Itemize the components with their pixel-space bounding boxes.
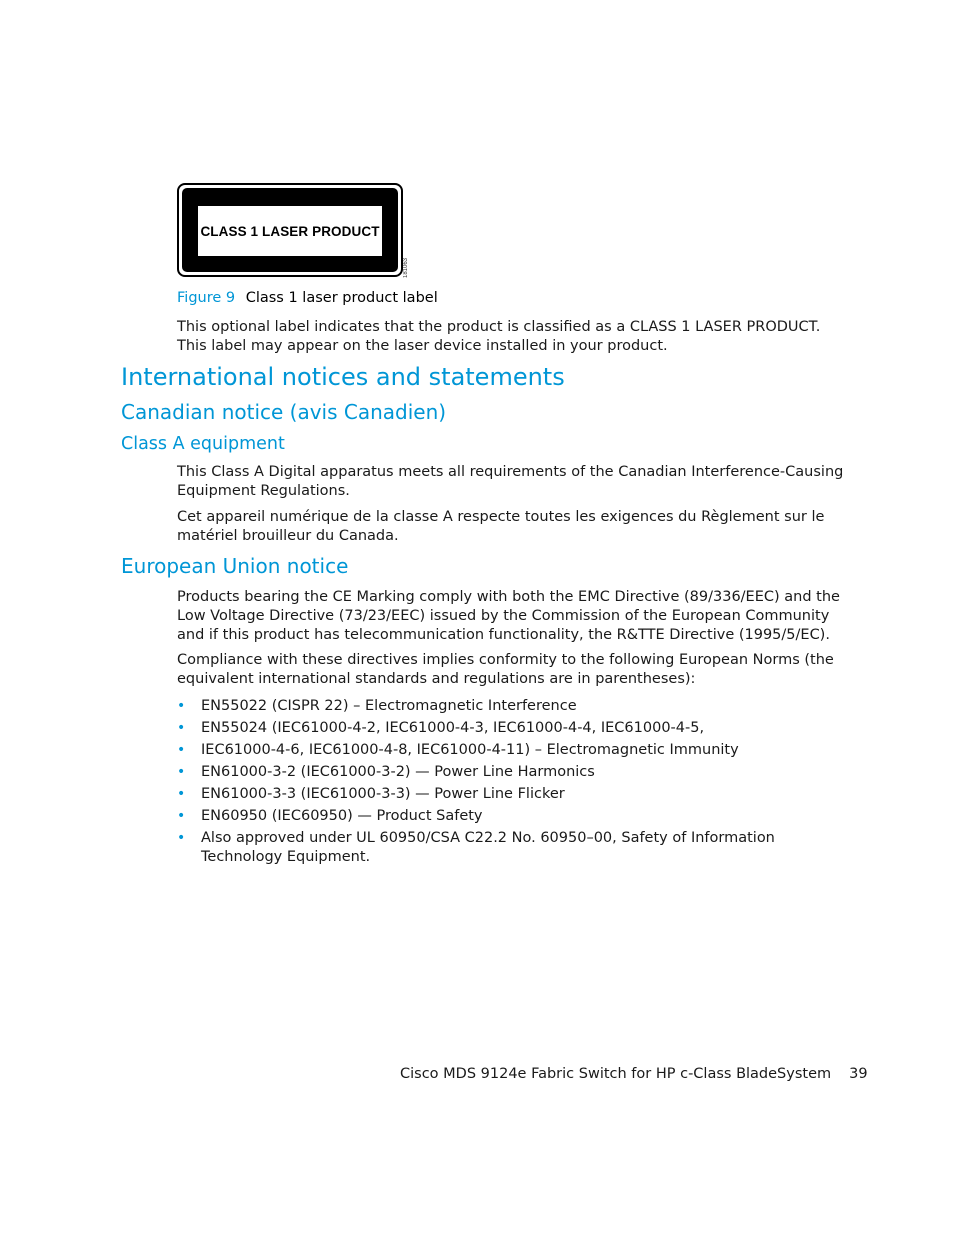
bullet-icon: • [177,698,186,714]
bullet-icon: • [177,742,186,758]
list-item: • Also approved under UL 60950/CSA C22.2 No. 60950–00, Safety of Information Technology Equipment. [177,830,775,865]
class-a-french-paragraph: Cet appareil numérique de la classe A respecte toutes les exigences du Règlement sur le matériel brouilleur du Canada. [177,509,825,544]
list-item: • EN61000-3-3 (IEC61000-3-3) — Power Line Flicker [177,786,565,802]
class-a-english-paragraph: This Class A Digital apparatus meets all requirements of the Canadian Interference-Causing Equipment Regulations. [177,464,844,499]
list-item: • EN55022 (CISPR 22) – Electromagnetic Interference [177,698,577,714]
bullet-icon: • [177,808,186,824]
list-item: • EN55024 (IEC61000-4-2, IEC61000-4-3, IEC61000-4-4, IEC61000-4-5, [177,720,705,736]
figure-title: Class 1 laser product label [245,290,438,306]
bullet-icon: • [177,786,186,802]
list-item: • IEC61000-4-6, IEC61000-4-8, IEC61000-4-11) – Electromagnetic Immunity [177,742,739,758]
eu-paragraph-1: Products bearing the CE Marking comply with both the EMC Directive (89/336/EEC) and the Low Voltage Directive (73/23/EEC) issued by the Commission of the European Community and if this product has telecommunication functionality, the R&TTE Directive (1995/5/EC). [177,589,840,643]
laser-product-label-image [177,183,403,277]
class-a-heading: Class A equipment [121,434,285,454]
list-item: • EN60950 (IEC60950) — Product Safety [177,808,483,824]
figure-id-number: 181063 [403,257,409,278]
page-footer [400,1066,868,1082]
eu-heading: European Union notice [121,554,349,578]
page-number: 39 [849,1066,868,1082]
list-item: • EN61000-3-2 (IEC61000-3-2) — Power Line Harmonics [177,764,595,780]
label-border [182,188,398,272]
european-norms-list [177,697,845,870]
footer-document-title: Cisco MDS 9124e Fabric Switch for HP c-Class BladeSystem [400,1066,832,1082]
intro-paragraph: This optional label indicates that the product is classified as a CLASS 1 LASER PRODUCT. This label may appear on the laser device installed in your product. [177,319,821,354]
eu-paragraph-2: Compliance with these directives implies conformity to the following European Norms (the equivalent international standards and regulations are in parentheses): [177,652,834,687]
canadian-heading: Canadian notice (avis Canadien) [121,400,447,424]
label-text: CLASS 1 LASER PRODUCT [198,206,382,256]
figure-caption [177,290,438,306]
bullet-icon: • [177,720,186,736]
figure-number: Figure 9 [177,290,236,306]
international-heading: International notices and statements [121,363,565,391]
bullet-icon: • [177,764,186,780]
bullet-icon: • [177,830,186,846]
